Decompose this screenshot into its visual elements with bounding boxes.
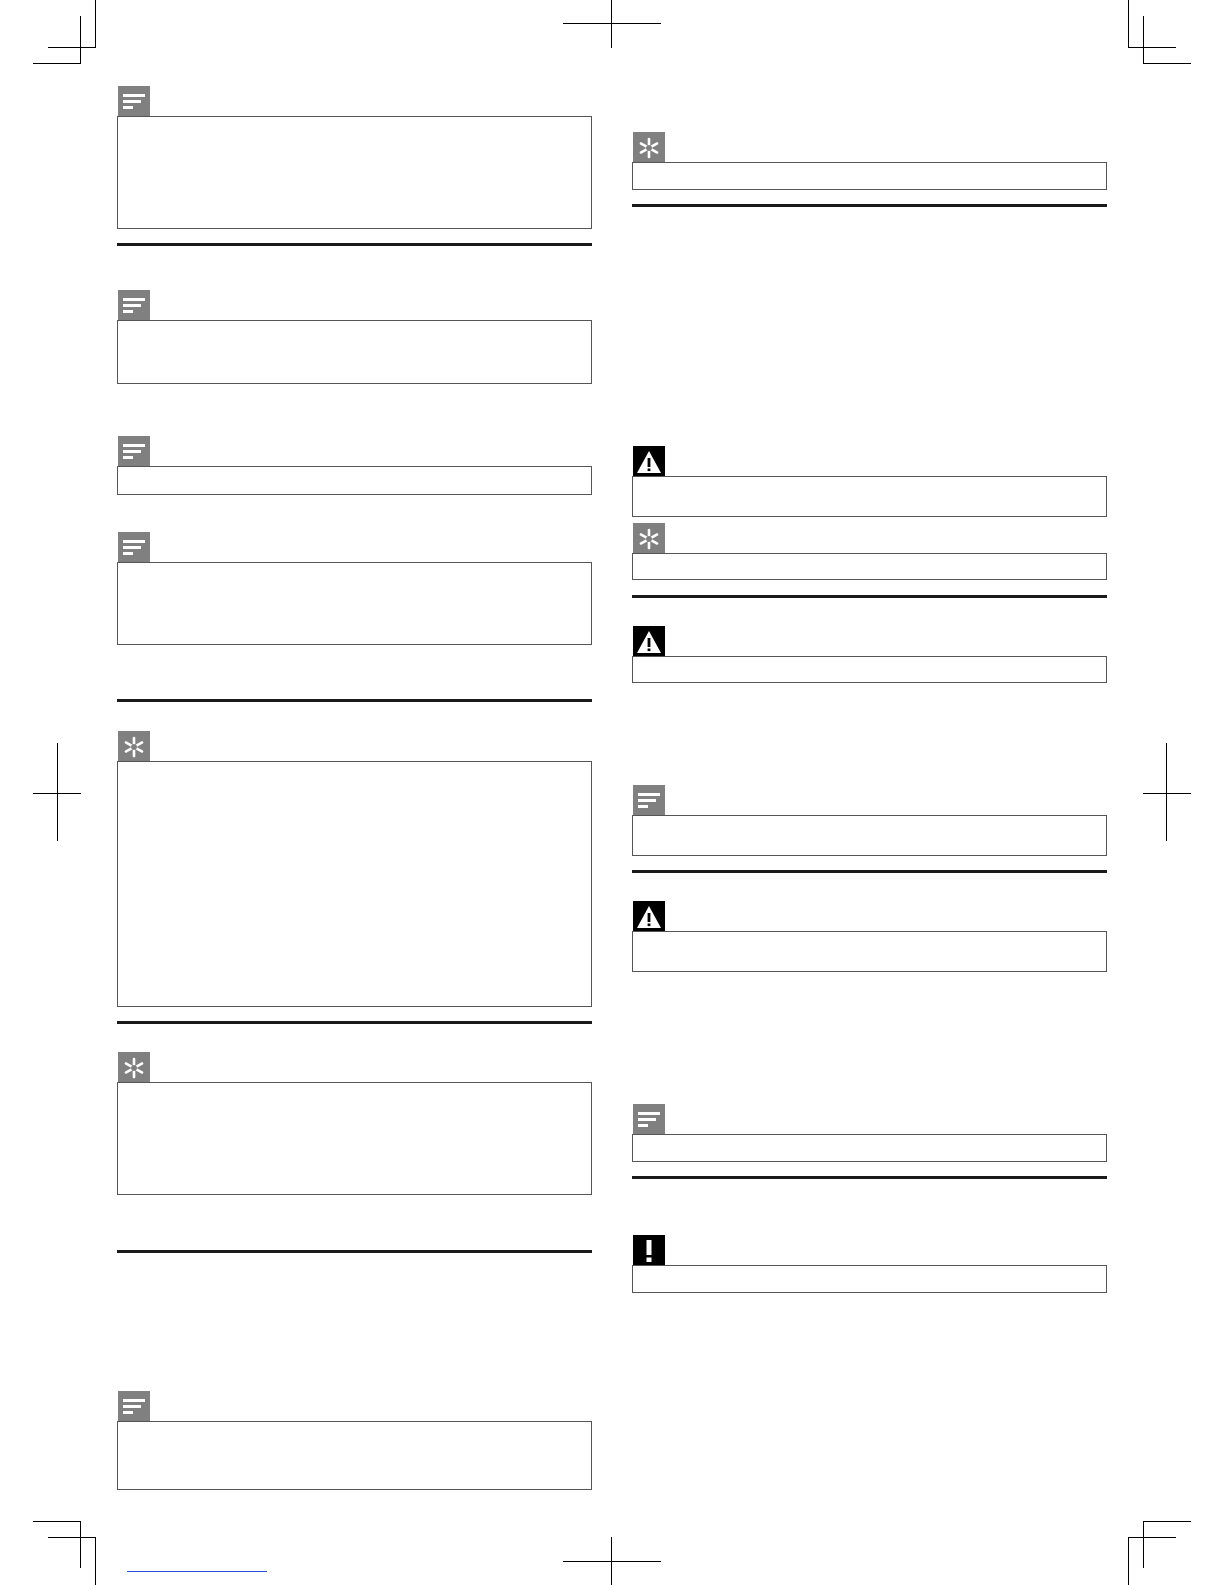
warning-triangle-icon xyxy=(636,630,662,654)
tip-tab xyxy=(118,1052,150,1084)
crop-mark-top-center-v xyxy=(611,0,612,48)
section-rule xyxy=(632,1176,1107,1179)
note-icon xyxy=(123,94,145,110)
crop-mark-bottom-left-v xyxy=(95,1537,96,1585)
asterisk-icon xyxy=(123,1057,145,1079)
note-box xyxy=(117,1421,592,1490)
note-icon xyxy=(123,540,145,556)
crop-mark-mid-left-v xyxy=(57,743,58,841)
crop-mark-bottom-right-h2 xyxy=(1128,1537,1176,1538)
note-tab xyxy=(633,1104,665,1136)
note-icon xyxy=(638,1112,660,1128)
tip-box xyxy=(117,1082,592,1195)
note-box xyxy=(632,1134,1107,1162)
note-box xyxy=(117,320,592,384)
crop-mark-top-right-h2 xyxy=(1128,47,1176,48)
asterisk-icon xyxy=(638,528,660,550)
crop-mark-top-left-v2 xyxy=(80,16,81,63)
crop-mark-bottom-left-h2 xyxy=(48,1537,96,1538)
crop-mark-top-right-v xyxy=(1128,0,1129,48)
caution-tab xyxy=(633,1235,665,1267)
tip-tab xyxy=(118,731,150,763)
warning-box xyxy=(632,931,1107,972)
crop-mark-bottom-right-h xyxy=(1143,1521,1191,1522)
warning-box xyxy=(632,656,1107,683)
tip-tab xyxy=(633,132,665,164)
crop-mark-top-right-h xyxy=(1143,63,1191,64)
note-box xyxy=(117,466,592,495)
note-tab xyxy=(118,1391,150,1423)
asterisk-icon xyxy=(638,137,660,159)
tip-box xyxy=(632,553,1107,580)
warning-tab xyxy=(633,901,665,933)
warning-triangle-icon xyxy=(636,905,662,929)
note-tab xyxy=(633,785,665,817)
crop-mark-bottom-right-v2 xyxy=(1143,1521,1144,1568)
note-box xyxy=(632,815,1107,856)
crop-mark-top-left-h xyxy=(33,63,81,64)
section-rule xyxy=(632,204,1107,207)
crop-mark-bottom-left-v2 xyxy=(80,1521,81,1568)
crop-mark-top-left-h2 xyxy=(48,47,96,48)
section-rule xyxy=(632,595,1107,598)
crop-mark-mid-left-h xyxy=(33,793,81,794)
warning-triangle-icon xyxy=(636,450,662,474)
note-tab xyxy=(118,436,150,468)
section-rule xyxy=(117,243,592,246)
crop-mark-bottom-right-v xyxy=(1128,1537,1129,1585)
note-tab xyxy=(118,532,150,564)
crop-mark-bottom-center-h xyxy=(563,1561,661,1562)
exclamation-icon xyxy=(644,1239,654,1263)
note-tab xyxy=(118,290,150,322)
tip-box xyxy=(632,162,1107,190)
section-rule xyxy=(117,1250,592,1253)
note-box xyxy=(117,116,592,229)
crop-mark-mid-right-v xyxy=(1166,743,1167,841)
note-icon xyxy=(123,298,145,314)
note-box xyxy=(117,562,592,645)
crop-mark-bottom-left-h xyxy=(33,1521,81,1522)
warning-tab xyxy=(633,626,665,658)
note-icon xyxy=(638,793,660,809)
tip-tab xyxy=(633,523,665,555)
crop-mark-top-center-h xyxy=(563,23,661,24)
footer-link-underline[interactable] xyxy=(127,1571,267,1572)
note-tab xyxy=(118,86,150,118)
note-icon xyxy=(123,1399,145,1415)
asterisk-icon xyxy=(123,736,145,758)
section-rule xyxy=(117,1021,592,1024)
section-rule xyxy=(632,870,1107,873)
warning-box xyxy=(632,476,1107,517)
crop-mark-top-left-v xyxy=(95,0,96,48)
section-rule xyxy=(117,699,592,702)
crop-mark-top-right-v2 xyxy=(1143,16,1144,63)
warning-tab xyxy=(633,446,665,478)
crop-mark-mid-right-h xyxy=(1143,793,1191,794)
caution-box xyxy=(632,1265,1107,1293)
note-icon xyxy=(123,444,145,460)
tip-box xyxy=(117,761,592,1007)
